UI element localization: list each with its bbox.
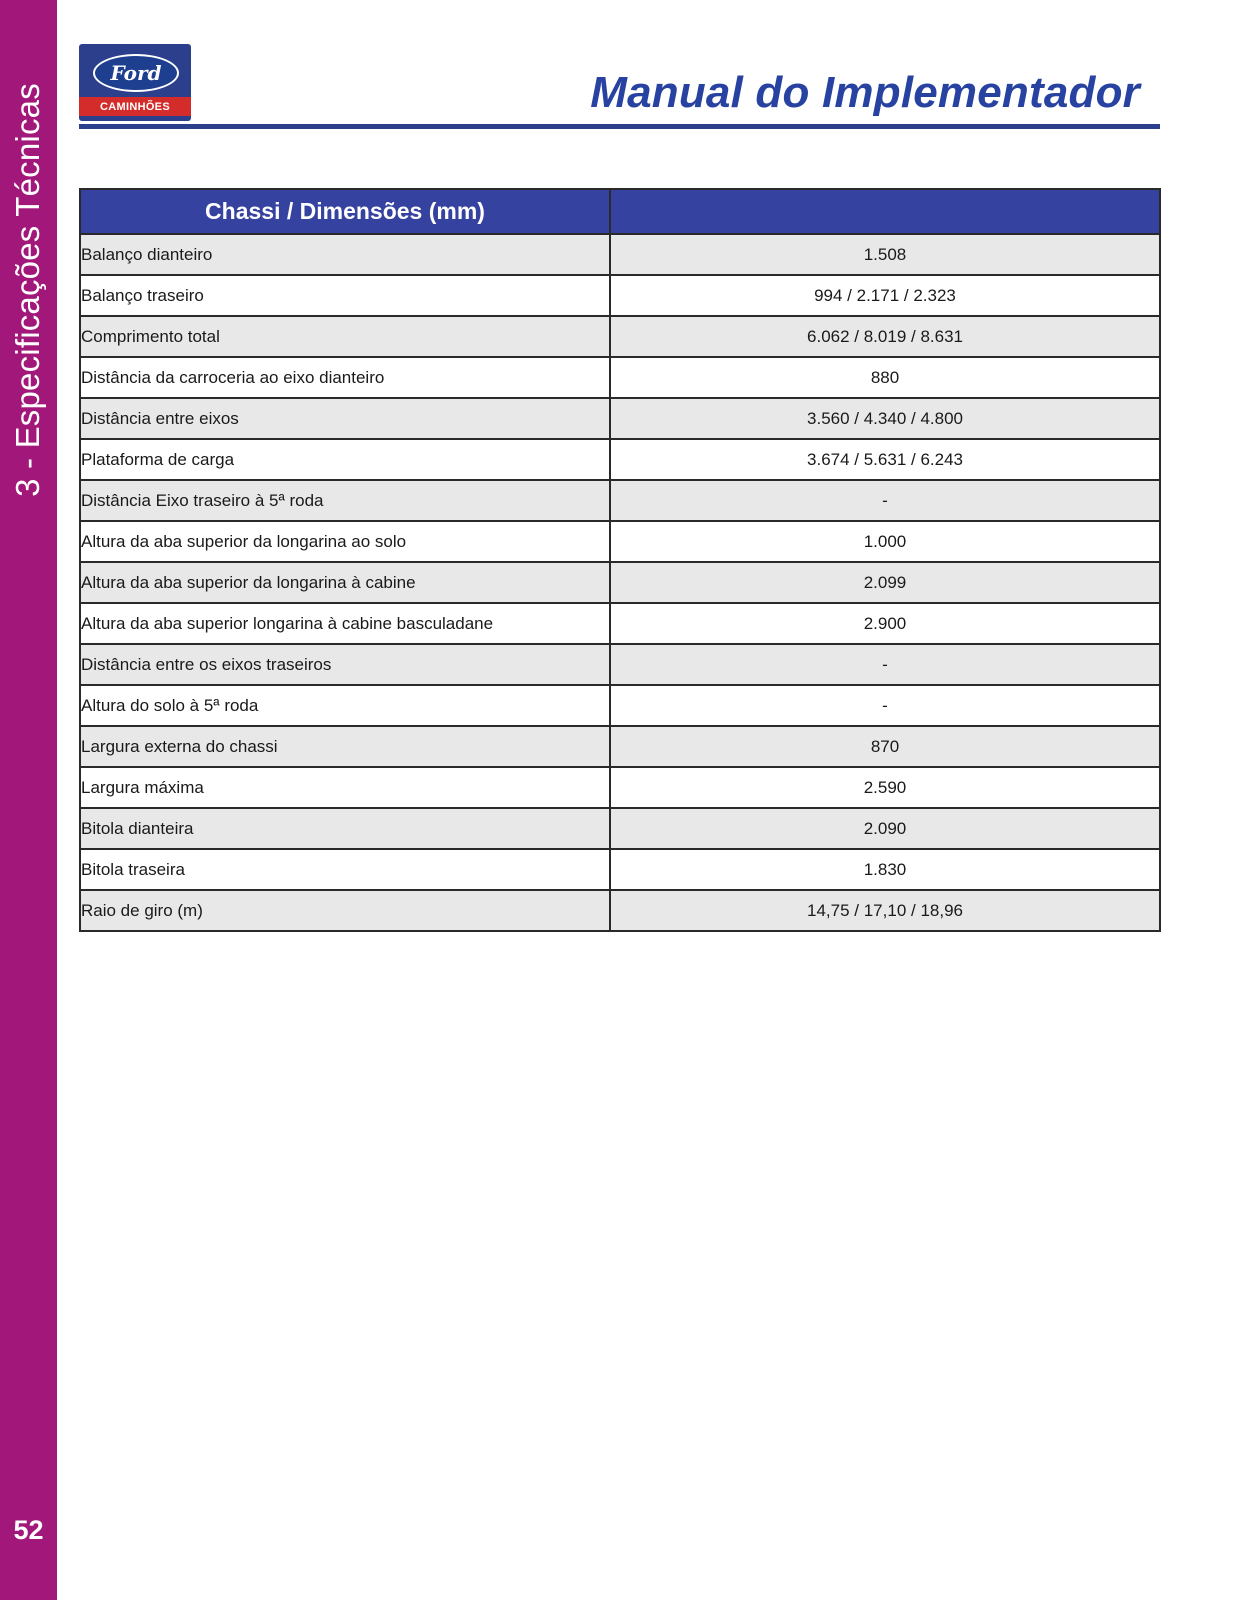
row-label: Plataforma de carga [80,439,610,480]
row-label: Bitola traseira [80,849,610,890]
row-value: - [610,685,1160,726]
section-title: 3 - Especificações Técnicas [9,83,46,497]
row-label: Comprimento total [80,316,610,357]
row-value: 2.590 [610,767,1160,808]
table-header-label: Chassi / Dimensões (mm) [80,189,610,234]
table-row [80,234,1160,275]
table-row [80,398,1160,439]
page-title: Manual do Implementador [590,68,1140,117]
row-value: 994 / 2.171 / 2.323 [610,275,1160,316]
row-value: 2.900 [610,603,1160,644]
row-value: 3.674 / 5.631 / 6.243 [610,439,1160,480]
row-value: - [610,480,1160,521]
ford-oval-icon [93,54,179,92]
table-row [80,275,1160,316]
table-row [80,603,1160,644]
logo-wordmark: Ford [110,61,162,85]
page-number: 52 [13,1515,44,1545]
table-row [80,644,1160,685]
row-value: 1.000 [610,521,1160,562]
table-header-value [610,189,1160,234]
table-row [80,316,1160,357]
spec-table [79,188,1161,932]
row-label: Altura da aba superior da longarina ao solo [80,521,610,562]
table-row [80,562,1160,603]
section-sidebar [0,0,57,1600]
table-row [80,439,1160,480]
row-label: Distância entre os eixos traseiros [80,644,610,685]
row-label: Raio de giro (m) [80,890,610,931]
header-divider [79,124,1160,129]
row-value: 870 [610,726,1160,767]
row-value: 14,75 / 17,10 / 18,96 [610,890,1160,931]
row-label: Bitola dianteira [80,808,610,849]
row-label: Altura do solo à 5ª roda [80,685,610,726]
table-row [80,480,1160,521]
table-row [80,521,1160,562]
row-value: 880 [610,357,1160,398]
logo-subtitle: CAMINHÕES [79,97,191,116]
row-value: - [610,644,1160,685]
table-row [80,849,1160,890]
table-header-row [80,189,1160,234]
table-row [80,357,1160,398]
table-row [80,685,1160,726]
row-label: Largura máxima [80,767,610,808]
row-label: Distância entre eixos [80,398,610,439]
row-value: 1.830 [610,849,1160,890]
row-label: Balanço traseiro [80,275,610,316]
table-row [80,726,1160,767]
table-row [80,767,1160,808]
row-value: 3.560 / 4.340 / 4.800 [610,398,1160,439]
row-value: 2.090 [610,808,1160,849]
row-value: 1.508 [610,234,1160,275]
row-label: Balanço dianteiro [80,234,610,275]
row-label: Altura da aba superior da longarina à cabine [80,562,610,603]
row-label: Distância da carroceria ao eixo dianteiro [80,357,610,398]
row-value: 2.099 [610,562,1160,603]
row-label: Largura externa do chassi [80,726,610,767]
table-row [80,808,1160,849]
ford-logo [79,44,191,121]
row-value: 6.062 / 8.019 / 8.631 [610,316,1160,357]
table-row [80,890,1160,931]
row-label: Altura da aba superior longarina à cabine basculadane [80,603,610,644]
row-label: Distância Eixo traseiro à 5ª roda [80,480,610,521]
